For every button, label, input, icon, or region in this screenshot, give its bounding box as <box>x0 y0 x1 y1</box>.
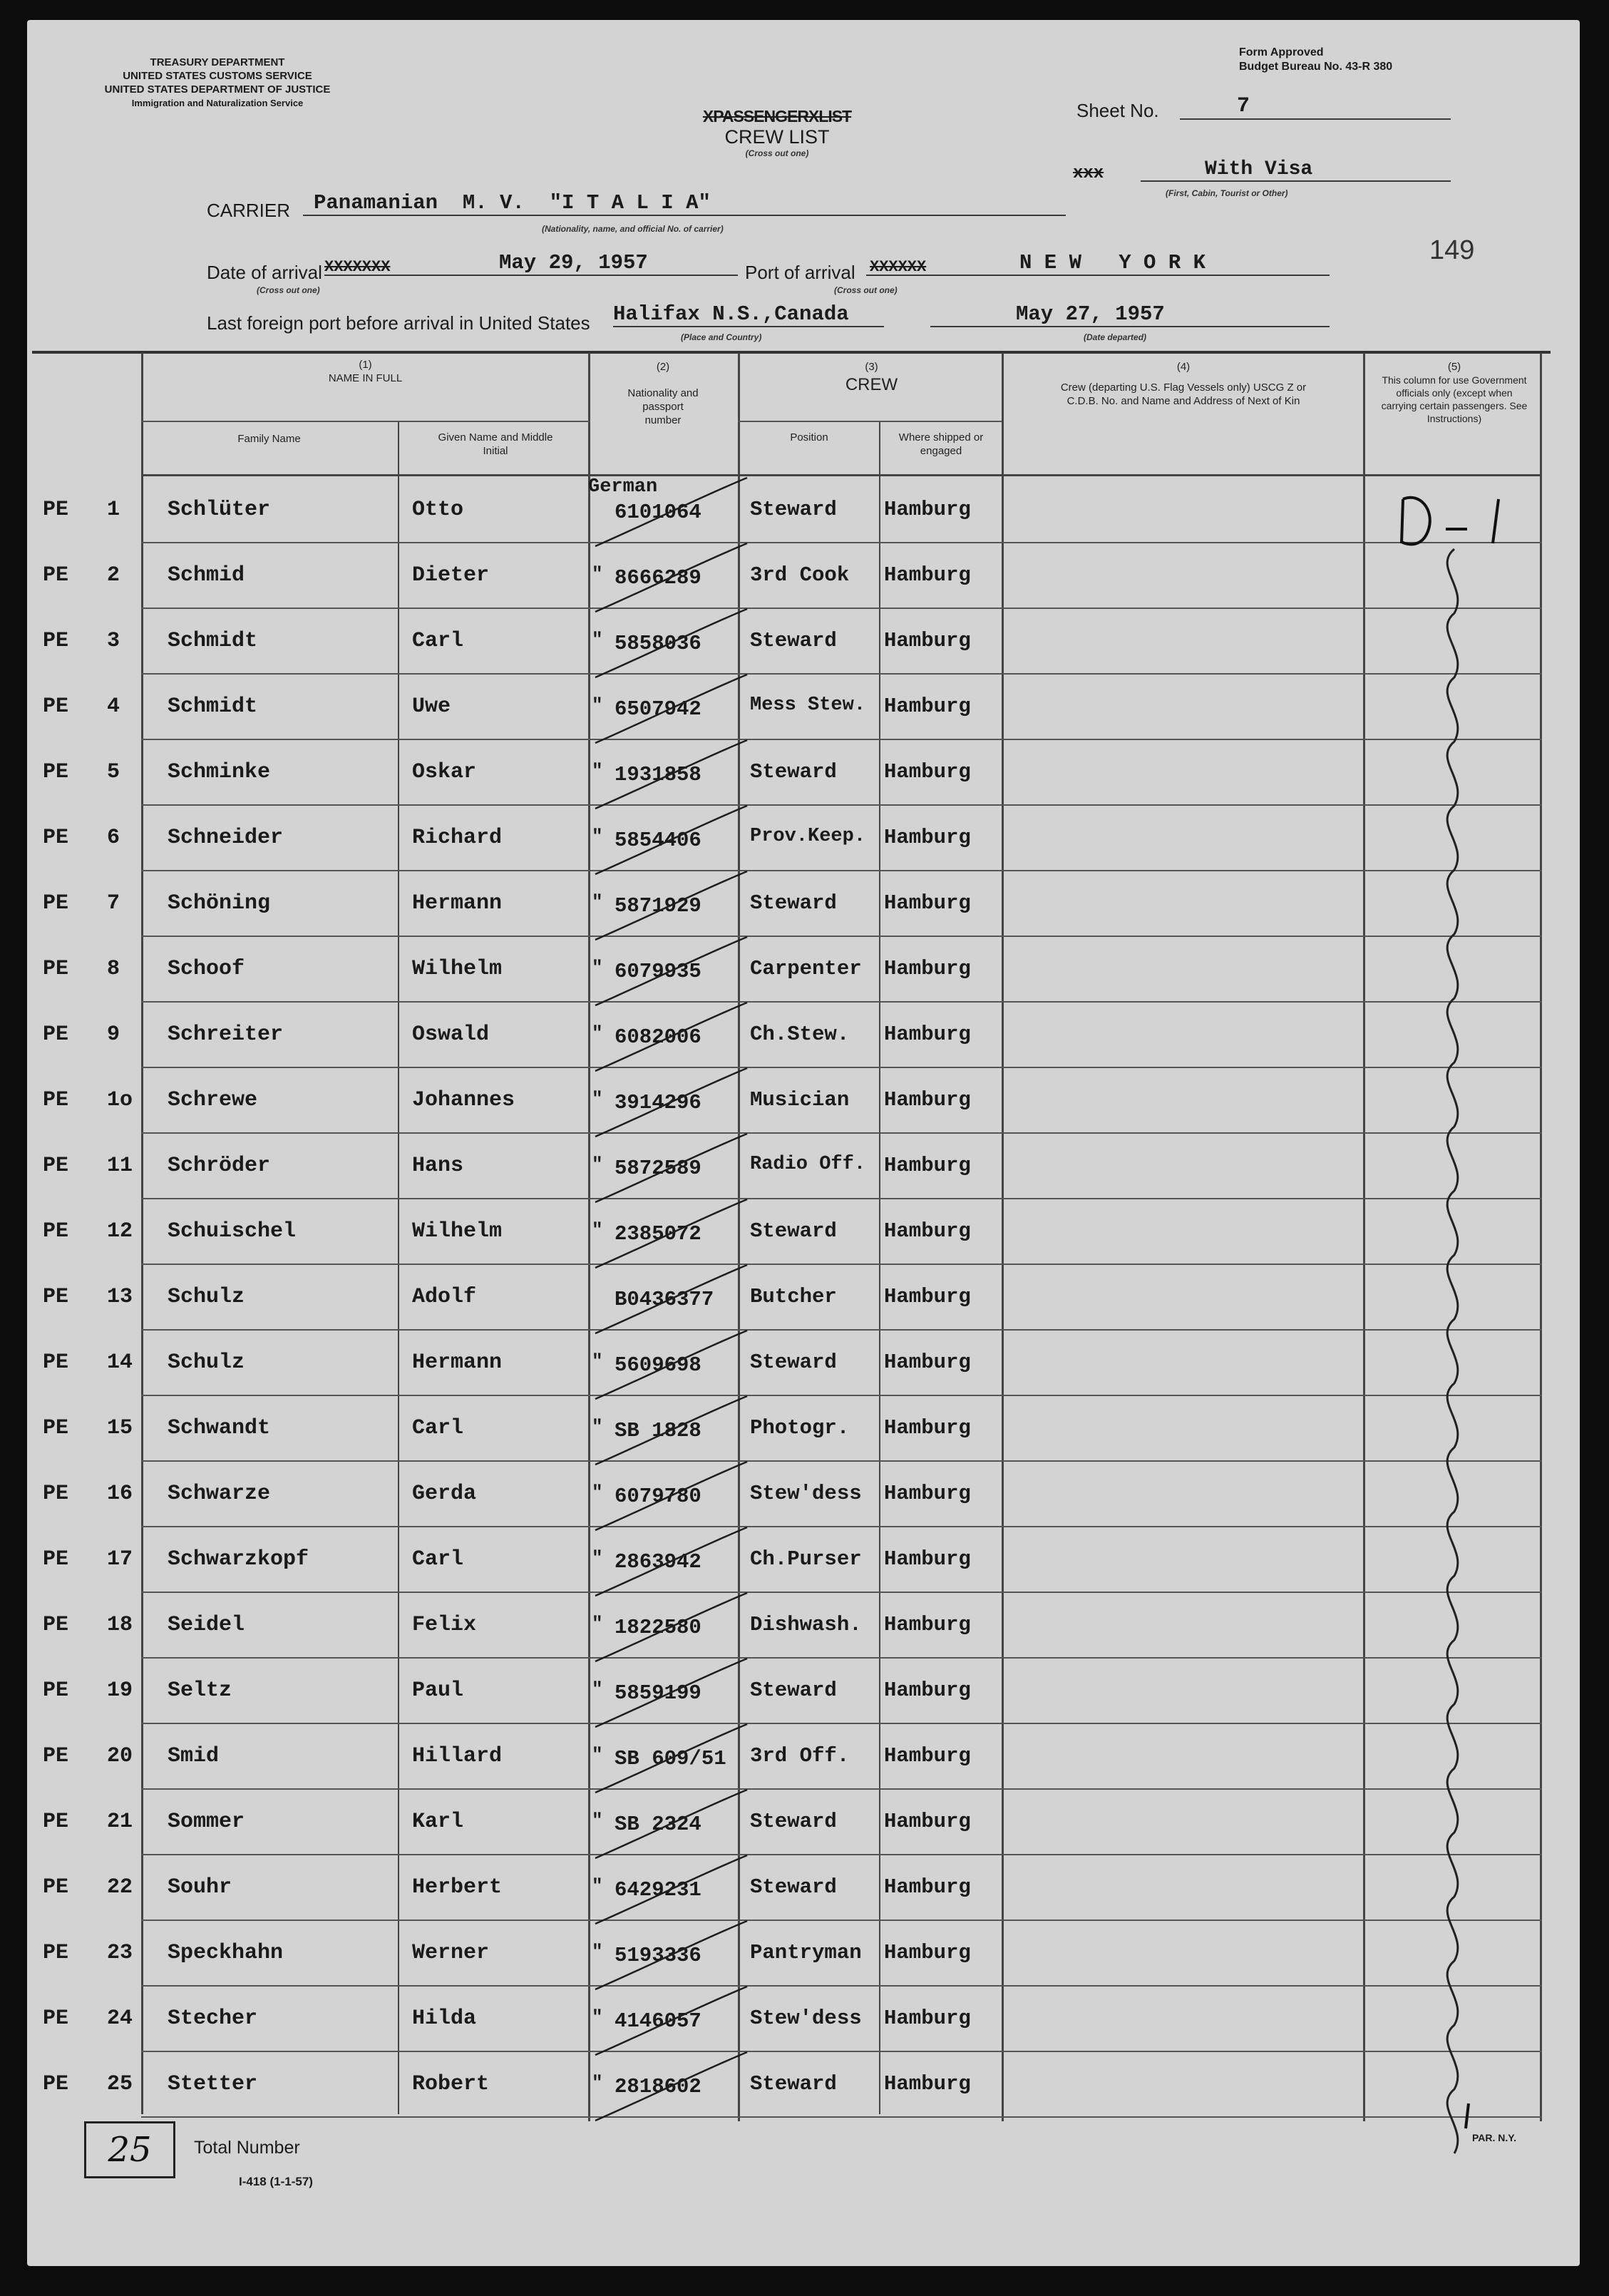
row-number: 17 <box>107 1547 133 1572</box>
shipped-port: Hamburg <box>884 1088 971 1112</box>
nationality: " <box>592 1679 603 1700</box>
form-approved-text: Form Approved <box>1239 46 1324 58</box>
passport-number: 2385072 <box>615 1222 701 1246</box>
family-name: Schulz <box>168 1351 245 1375</box>
arrival-port-caption: (Cross out one) <box>834 285 898 295</box>
last-port-value: Halifax N.S.,Canada <box>613 302 884 327</box>
passport-check-mark <box>595 937 747 1005</box>
arrival-date-label: Date of arrival <box>207 262 322 283</box>
family-name: Schwandt <box>168 1416 271 1440</box>
row-number: 1o <box>107 1088 133 1112</box>
position: Carpenter <box>750 957 862 980</box>
col5-number: (5) <box>1447 361 1461 373</box>
stamp-number: 149 <box>1429 235 1475 265</box>
row-number: 5 <box>107 760 120 784</box>
row-pe: PE <box>43 563 69 588</box>
passport-number: 8666289 <box>615 566 701 590</box>
shipped-port: Hamburg <box>884 1482 971 1505</box>
nationality: " <box>592 1547 603 1569</box>
row-number: 23 <box>107 1941 133 1965</box>
nationality: " <box>592 1416 603 1437</box>
shipped-port: Hamburg <box>884 1154 971 1177</box>
sheet-label: Sheet No. <box>1076 100 1159 121</box>
nationality: German <box>588 476 658 498</box>
row-pe: PE <box>43 1023 69 1047</box>
shipped-port: Hamburg <box>884 1875 971 1899</box>
nationality: " <box>592 1088 603 1109</box>
row-number: 24 <box>107 2007 133 2031</box>
passport-number: 5871929 <box>615 894 701 918</box>
nationality: " <box>592 2007 603 2028</box>
passport-check-mark <box>595 1790 747 1858</box>
row-number: 11 <box>107 1154 133 1178</box>
shipped-port: Hamburg <box>884 1285 971 1308</box>
nationality: " <box>592 1219 603 1241</box>
given-name: Paul <box>412 1679 464 1703</box>
row-number: 4 <box>107 695 120 719</box>
given-name: Carl <box>412 1416 464 1440</box>
position: Stew'dess <box>750 2007 862 2030</box>
row-number: 2 <box>107 563 120 588</box>
col1-title: NAME IN FULL <box>328 372 403 384</box>
passport-number: SB 1828 <box>615 1419 701 1442</box>
col5-title: This column for use Government officials only (except when carrying certain passengers. See Instructions) <box>1381 374 1528 424</box>
given-name: Hilda <box>412 2007 477 2031</box>
shipped-port: Hamburg <box>884 695 971 718</box>
passport-number: 5609698 <box>615 1353 701 1377</box>
given-name: Carl <box>412 629 464 653</box>
row-number: 21 <box>107 1810 133 1834</box>
nationality: " <box>592 1941 603 1962</box>
row-number: 7 <box>107 891 120 916</box>
position: Musician <box>750 1088 850 1112</box>
col2-number: (2) <box>656 361 670 373</box>
passport-check-mark <box>595 2052 747 2121</box>
passport-check-mark <box>595 1265 747 1333</box>
given-name: Robert <box>412 2072 490 2096</box>
passport-number: 4146057 <box>615 2009 701 2033</box>
nationality: " <box>592 957 603 978</box>
passport-number: 5872589 <box>615 1157 701 1180</box>
form-id: I-418 (1-1-57) <box>239 2175 313 2188</box>
passport-number: 1822580 <box>615 1616 701 1639</box>
family-name: Schröder <box>168 1154 271 1178</box>
row-number: 6 <box>107 826 120 850</box>
arrival-port-struck: XXXXXX <box>870 258 927 276</box>
nationality: " <box>592 695 603 716</box>
family-name: Schneider <box>168 826 284 850</box>
passport-number: 6507942 <box>615 697 701 721</box>
row-pe: PE <box>43 695 69 719</box>
passport-number: 6079780 <box>615 1485 701 1508</box>
page-title: CREW LIST <box>724 126 830 148</box>
family-name: Schmidt <box>168 629 258 653</box>
passport-check-mark <box>595 1527 747 1596</box>
nationality: " <box>592 760 603 781</box>
family-name: Smid <box>168 1744 220 1768</box>
family-name: Schoof <box>168 957 245 981</box>
shipped-port: Hamburg <box>884 2007 971 2030</box>
row-pe: PE <box>43 498 69 522</box>
passport-number: 2863942 <box>615 1550 701 1574</box>
struck-title: XPASSENGERXLIST <box>702 107 852 125</box>
agency-line: Immigration and Naturalization Service <box>131 98 304 108</box>
shipped-port: Hamburg <box>884 957 971 980</box>
position: Pantryman <box>750 1941 862 1964</box>
shipped-port: Hamburg <box>884 1744 971 1768</box>
position: Prov.Keep. <box>750 826 866 847</box>
arrival-port-label: Port of arrival <box>745 262 855 283</box>
family-name: Schmidt <box>168 695 258 719</box>
col3-title: CREW <box>845 375 898 394</box>
passport-number: SB 609/51 <box>615 1747 726 1770</box>
passport-number: 5858036 <box>615 632 701 655</box>
position: Radio Off. <box>750 1154 866 1175</box>
nationality: " <box>592 1154 603 1175</box>
row-pe: PE <box>43 2072 69 2096</box>
position: Butcher <box>750 1285 837 1308</box>
passport-number: 5859199 <box>615 1681 701 1705</box>
row-number: 16 <box>107 1482 133 1506</box>
passport-number: 6429231 <box>615 1878 701 1902</box>
passport-check-mark <box>595 806 747 874</box>
passport-check-mark <box>595 478 747 546</box>
position: Steward <box>750 2072 837 2096</box>
passport-check-mark <box>595 740 747 809</box>
row-pe: PE <box>43 1810 69 1834</box>
family-name: Schlüter <box>168 498 271 522</box>
arrival-date-value: May 29, 1957 <box>324 251 738 276</box>
passport-check-mark <box>595 1659 747 1727</box>
par-stamp: PAR. N.Y. <box>1472 2132 1516 2143</box>
row-pe: PE <box>43 1482 69 1506</box>
shipped-port: Hamburg <box>884 1547 971 1571</box>
shipped-port: Hamburg <box>884 1941 971 1964</box>
col3-number: (3) <box>865 361 878 373</box>
given-name: Hermann <box>412 1351 503 1375</box>
row-pe: PE <box>43 1875 69 1900</box>
given-name: Johannes <box>412 1088 515 1112</box>
position: Steward <box>750 629 837 652</box>
last-port-label: Last foreign port before arrival in United States <box>207 312 590 334</box>
given-name: Oskar <box>412 760 477 784</box>
position: Steward <box>750 1875 837 1899</box>
given-name: Wilhelm <box>412 957 503 981</box>
shipped-port: Hamburg <box>884 1219 971 1243</box>
row-pe: PE <box>43 1547 69 1572</box>
family-name: Seidel <box>168 1613 245 1637</box>
col5-mark-text <box>1390 485 1391 486</box>
shipped-port: Hamburg <box>884 1416 971 1440</box>
given-name: Hans <box>412 1154 464 1178</box>
row-number: 8 <box>107 957 120 981</box>
shipped-port: Hamburg <box>884 498 971 521</box>
nationality: " <box>592 891 603 913</box>
given-name: Carl <box>412 1547 464 1572</box>
nationality: " <box>592 1613 603 1634</box>
position: Steward <box>750 891 837 915</box>
row-pe: PE <box>43 1285 69 1309</box>
given-name: Hermann <box>412 891 503 916</box>
nationality: " <box>592 1810 603 1831</box>
given-name: Herbert <box>412 1875 503 1900</box>
col2-title: Nationality and passport number <box>627 387 699 426</box>
shipped-port: Hamburg <box>884 1023 971 1046</box>
row-number: 22 <box>107 1875 133 1900</box>
row-number: 1 <box>107 498 120 522</box>
shipped-port: Hamburg <box>884 2072 971 2096</box>
passport-number: 6101064 <box>615 501 701 524</box>
family-name: Stetter <box>168 2072 258 2096</box>
passport-check-mark <box>595 609 747 677</box>
family-name: Schminke <box>168 760 271 784</box>
passport-check-mark <box>595 871 747 940</box>
family-name: Schwarzkopf <box>168 1547 309 1572</box>
row-number: 3 <box>107 629 120 653</box>
shipped-port: Hamburg <box>884 1810 971 1833</box>
last-port-caption: (Place and Country) <box>681 332 762 342</box>
position: Ch.Purser <box>750 1547 862 1571</box>
col5-mark <box>1390 485 1391 486</box>
row-pe: PE <box>43 1219 69 1244</box>
passport-number: 6082006 <box>615 1025 701 1049</box>
position: Ch.Stew. <box>750 1023 850 1046</box>
position: Dishwash. <box>750 1613 862 1636</box>
passport-check-mark <box>595 675 747 743</box>
passport-number: 3914296 <box>615 1091 701 1114</box>
passport-number: SB 2324 <box>615 1813 701 1836</box>
passport-number: 1931858 <box>615 763 701 786</box>
passport-check-mark <box>595 1134 747 1202</box>
given-name: Hillard <box>412 1744 503 1768</box>
shipped-port: Hamburg <box>884 629 971 652</box>
family-name: Schwarze <box>168 1482 271 1506</box>
row-number: 9 <box>107 1023 120 1047</box>
passport-check-mark <box>595 1855 747 1924</box>
passport-number: 6079935 <box>615 960 701 983</box>
given-name: Gerda <box>412 1482 477 1506</box>
position: Stew'dess <box>750 1482 862 1505</box>
agency-line: UNITED STATES DEPARTMENT OF JUSTICE <box>104 83 331 96</box>
sheet-number: 7 <box>1180 94 1451 120</box>
arrival-port-value: N E W Y O R K <box>866 251 1330 276</box>
passport-number: 2818602 <box>615 2075 701 2098</box>
position: Mess Stew. <box>750 695 866 716</box>
class-caption: (First, Cabin, Tourist or Other) <box>1166 188 1288 198</box>
shipped-port: Hamburg <box>884 826 971 849</box>
row-pe: PE <box>43 1679 69 1703</box>
passport-check-mark <box>595 1003 747 1071</box>
position: Steward <box>750 498 837 521</box>
given-name: Karl <box>412 1810 464 1834</box>
shipped-port: Hamburg <box>884 891 971 915</box>
family-name: Schrewe <box>168 1088 258 1112</box>
cross-out-caption: (Cross out one) <box>745 148 809 158</box>
row-pe: PE <box>43 629 69 653</box>
position: 3rd Cook <box>750 563 850 587</box>
position: Photogr. <box>750 1416 850 1440</box>
passport-check-mark <box>595 1921 747 1989</box>
family-name: Schuischel <box>168 1219 297 1244</box>
nationality: " <box>592 2072 603 2093</box>
position: 3rd Off. <box>750 1744 850 1768</box>
row-number: 20 <box>107 1744 133 1768</box>
nationality: " <box>592 1023 603 1044</box>
passport-check-mark <box>595 1199 747 1268</box>
col-position-header: Position <box>790 431 828 444</box>
agency-line: UNITED STATES CUSTOMS SERVICE <box>123 70 312 82</box>
col1-number: (1) <box>359 359 372 371</box>
passport-check-mark <box>595 1593 747 1661</box>
arrival-date-struck: XXXXXXX <box>324 258 391 276</box>
passport-check-mark <box>595 1724 747 1793</box>
family-name: Seltz <box>168 1679 232 1703</box>
row-pe: PE <box>43 1351 69 1375</box>
carrier-caption: (Nationality, name, and official No. of carrier) <box>542 224 724 234</box>
total-number: 25 <box>108 2130 152 2170</box>
row-pe: PE <box>43 891 69 916</box>
position: Steward <box>750 1810 837 1833</box>
family-name: Souhr <box>168 1875 232 1900</box>
given-name: Adolf <box>412 1285 477 1309</box>
carrier-value: Panamanian M. V. "I T A L I A" <box>303 191 1066 216</box>
row-number: 15 <box>107 1416 133 1440</box>
given-name: Wilhelm <box>412 1219 503 1244</box>
shipped-port: Hamburg <box>884 1679 971 1702</box>
col-given-header: Given Name and Middle Initial <box>438 431 553 457</box>
date-departed-caption: (Date departed) <box>1084 332 1147 342</box>
shipped-port: Hamburg <box>884 760 971 784</box>
row-pe: PE <box>43 2007 69 2031</box>
agency-line: TREASURY DEPARTMENT <box>150 56 285 68</box>
nationality: " <box>592 826 603 847</box>
family-name: Sommer <box>168 1810 245 1834</box>
given-name: Werner <box>412 1941 490 1965</box>
nationality: " <box>592 1744 603 1765</box>
col4-number: (4) <box>1176 361 1191 373</box>
family-name: Schmid <box>168 563 245 588</box>
given-name: Oswald <box>412 1023 490 1047</box>
nationality: " <box>592 629 603 650</box>
position: Steward <box>750 1679 837 1702</box>
given-name: Felix <box>412 1613 477 1637</box>
budget-number: Budget Bureau No. 43-R 380 <box>1239 61 1393 73</box>
given-name: Otto <box>412 498 464 522</box>
family-name: Schöning <box>168 891 271 916</box>
row-pe: PE <box>43 1088 69 1112</box>
family-name: Schreiter <box>168 1023 284 1047</box>
row-pe: PE <box>43 1613 69 1637</box>
row-pe: PE <box>43 1416 69 1440</box>
position: Steward <box>750 760 837 784</box>
class-struck: xxx <box>1073 164 1104 183</box>
position: Steward <box>750 1219 837 1243</box>
row-number: 12 <box>107 1219 133 1244</box>
given-name: Richard <box>412 826 503 850</box>
row-number: 13 <box>107 1285 133 1309</box>
row-number: 19 <box>107 1679 133 1703</box>
given-name: Dieter <box>412 563 490 588</box>
date-departed-value: May 27, 1957 <box>930 302 1330 327</box>
position: Steward <box>750 1351 837 1374</box>
row-pe: PE <box>43 1941 69 1965</box>
shipped-port: Hamburg <box>884 1351 971 1374</box>
total-label: Total Number <box>194 2138 300 2158</box>
shipped-port: Hamburg <box>884 1613 971 1636</box>
nationality: " <box>592 563 603 585</box>
passport-check-mark <box>595 1462 747 1530</box>
col4-title: Crew (departing U.S. Flag Vessels only) USCG Z or C.D.B. No. and Name and Address of Next of Kin <box>1060 381 1307 407</box>
passport-number: 5193336 <box>615 1944 701 1967</box>
row-pe: PE <box>43 1744 69 1768</box>
family-name: Schulz <box>168 1285 245 1309</box>
passport-check-mark <box>595 1068 747 1137</box>
given-name: Uwe <box>412 695 451 719</box>
nationality: " <box>592 1875 603 1897</box>
row-pe: PE <box>43 760 69 784</box>
arrival-date-caption: (Cross out one) <box>257 285 320 295</box>
passport-check-mark <box>595 1396 747 1465</box>
carrier-label: CARRIER <box>207 200 291 221</box>
passport-check-mark <box>595 543 747 612</box>
passport-check-mark <box>595 1331 747 1399</box>
row-pe: PE <box>43 1154 69 1178</box>
col-family-header: Family Name <box>237 433 301 445</box>
family-name: Stecher <box>168 2007 258 2031</box>
shipped-port: Hamburg <box>884 563 971 587</box>
row-pe: PE <box>43 826 69 850</box>
passport-check-mark <box>595 1987 747 2055</box>
class-value: With Visa <box>1141 158 1451 182</box>
passport-number: B0436377 <box>615 1288 714 1311</box>
row-number: 14 <box>107 1351 133 1375</box>
row-pe: PE <box>43 957 69 981</box>
nationality: " <box>592 1482 603 1503</box>
row-number: 25 <box>107 2072 133 2096</box>
passport-number: 5854406 <box>615 829 701 852</box>
row-number: 18 <box>107 1613 133 1637</box>
nationality: " <box>592 1351 603 1372</box>
total-box <box>84 2121 175 2178</box>
col-shipped-header: Where shipped or engaged <box>898 431 984 457</box>
family-name: Speckhahn <box>168 1941 284 1965</box>
